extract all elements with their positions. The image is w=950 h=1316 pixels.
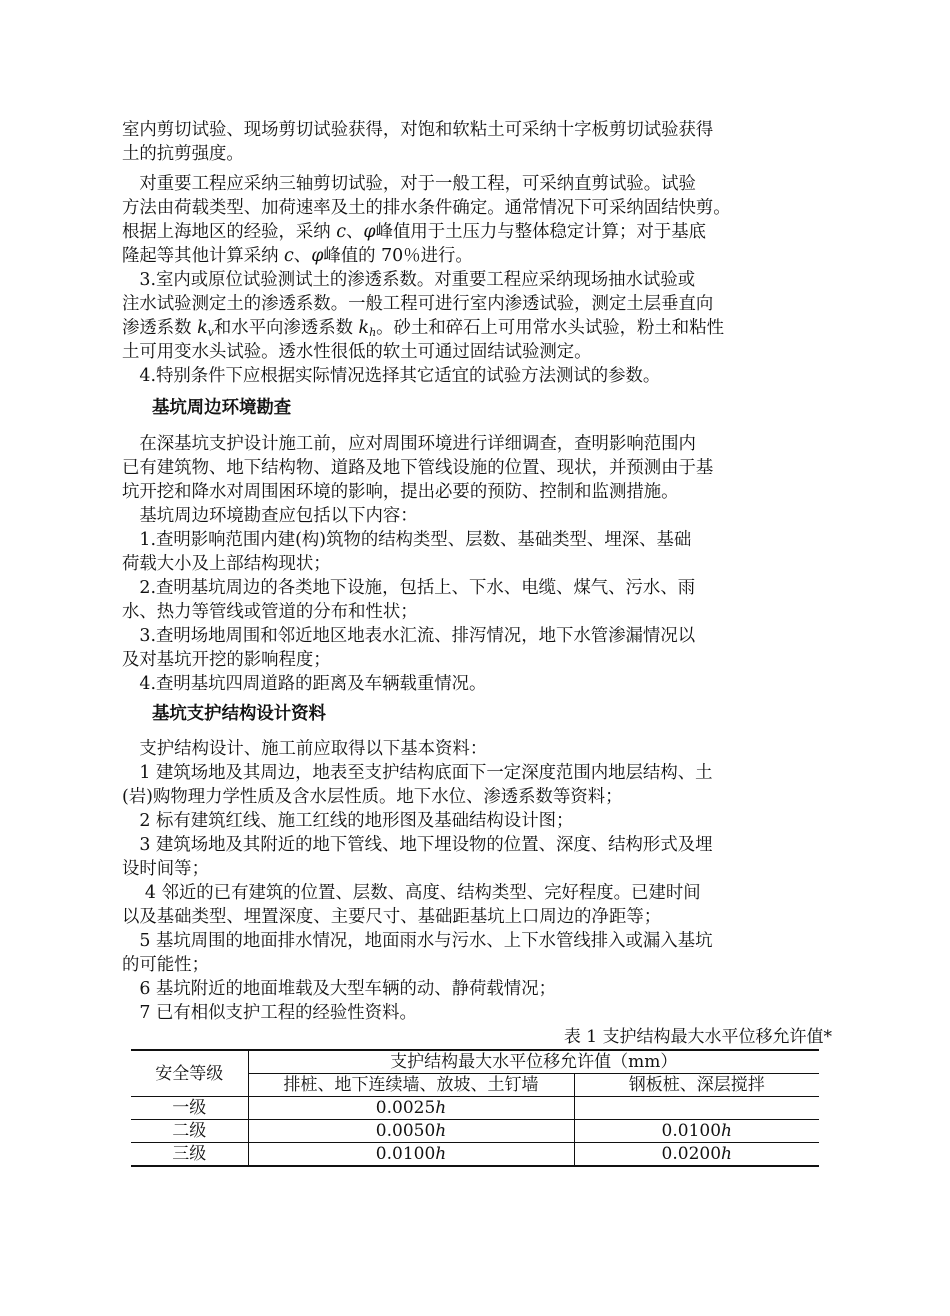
text-segment: 、 bbox=[345, 222, 364, 242]
text-segment: 。砂土和碎石上可用常水头试验，粉土和粘性 bbox=[376, 318, 724, 338]
text-segment: 渗透系数 bbox=[122, 318, 198, 338]
text-line: 在深基坑支护设计施工前，应对周围环境进行详细调查，查明影响范围内 bbox=[122, 434, 696, 454]
grade-cell: 一级 bbox=[131, 1097, 248, 1120]
text-line bbox=[122, 316, 834, 340]
value-variable: h bbox=[721, 1121, 732, 1141]
text-segment: 根据上海地区的经验，采纳 bbox=[122, 222, 337, 242]
column-header-group: 支护结构最大水平位移允许值（mm） bbox=[248, 1050, 819, 1074]
paragraph-permeability bbox=[122, 268, 834, 388]
text-line: 以及基础类型、埋置深度、主要尺寸、基础距基坑上口周边的净距等； bbox=[122, 907, 662, 927]
text-line: 2.查明基坑周边的各类地下设施，包括上、下水、电缆、煤气、污水、雨 bbox=[122, 578, 696, 598]
column-header-grade: 安全等级 bbox=[131, 1050, 248, 1097]
text-line: 已有建筑物、地下结构物、道路及地下管线设施的位置、现状，并预测由于基 bbox=[122, 458, 714, 478]
symbol-phi: φ bbox=[363, 222, 376, 242]
paragraph-shear-test-intro bbox=[122, 118, 834, 166]
symbol-k: k bbox=[197, 318, 208, 338]
text-line: 方法由荷载类型、加荷速率及土的排水条件确定。通常情况下可采纳固结快剪。 bbox=[122, 198, 731, 218]
subscript-v: v bbox=[207, 326, 214, 339]
value-variable: h bbox=[435, 1098, 447, 1118]
paragraph-environment-survey bbox=[122, 432, 834, 696]
text-segment: 峰值用于土压力与整体稳定计算；对于基底 bbox=[375, 222, 706, 242]
text-line: 基坑周边环境勘查应包括以下内容： bbox=[122, 506, 418, 526]
text-line: 土可用变水头试验。透水性很低的软土可通过固结试验测定。 bbox=[122, 342, 592, 362]
text-line: 水、热力等管线或管道的分布和性状； bbox=[122, 602, 418, 622]
value-variable: h bbox=[721, 1144, 732, 1164]
text-line: 的可能性； bbox=[122, 955, 209, 975]
symbol-k: k bbox=[358, 318, 370, 338]
text-line: 及对基坑开挖的影响程度； bbox=[122, 650, 331, 670]
value-number: 0.0100 bbox=[661, 1121, 722, 1141]
table-row bbox=[131, 1120, 819, 1143]
grade-cell: 二级 bbox=[131, 1120, 248, 1143]
text-segment: 、 bbox=[293, 246, 312, 266]
text-line: 荷载大小及上部结构现状； bbox=[122, 554, 331, 574]
text-line: 2 标有建筑红线、施工红线的地形图及基础结构设计图； bbox=[122, 811, 574, 831]
text-line: 坑开挖和降水对周围困环境的影响，提出必要的预防、控制和监测措施。 bbox=[122, 482, 679, 502]
column-header-sheet-pile: 钢板桩、深层搅拌 bbox=[574, 1074, 819, 1097]
table-row bbox=[131, 1097, 819, 1120]
section-heading-design-data: 基坑支护结构设计资料 bbox=[152, 704, 326, 724]
value-number: 0.0025 bbox=[375, 1098, 436, 1118]
text-segment: 隆起等其他计算采纳 bbox=[122, 246, 285, 266]
text-line bbox=[122, 220, 834, 244]
text-line: 注水试验测定土的渗透系数。一般工程可进行室内渗透试验，测定土层垂直向 bbox=[122, 294, 714, 314]
value-number: 0.0200 bbox=[661, 1144, 722, 1164]
value-number: 0.0050 bbox=[375, 1121, 436, 1141]
text-line: 3.室内或原位试验测试土的渗透系数。对重要工程应采纳现场抽水试验或 bbox=[122, 270, 696, 290]
symbol-c: c bbox=[336, 222, 346, 242]
text-line: 1 建筑场地及其周边，地表至支护结构底面下一定深度范围内地层结构、土 bbox=[122, 763, 713, 783]
grade-cell: 三级 bbox=[131, 1143, 248, 1167]
value-cell bbox=[574, 1097, 819, 1120]
displacement-limit-table bbox=[131, 1049, 819, 1167]
table-header-row bbox=[131, 1050, 819, 1074]
paragraph-design-data bbox=[122, 737, 834, 1025]
table-row bbox=[131, 1143, 819, 1167]
text-line: 3.查明场地周围和邻近地区地表水汇流、排泻情况，地下水管渗漏情况以 bbox=[122, 626, 696, 646]
column-header-pile-wall: 排桩、地下连续墙、放坡、土钉墙 bbox=[248, 1074, 574, 1097]
paragraph-triaxial-test bbox=[122, 172, 834, 268]
text-line: 土的抗剪强度。 bbox=[122, 144, 244, 164]
value-variable: h bbox=[435, 1144, 447, 1164]
value-cell bbox=[574, 1143, 819, 1167]
section-heading-environment: 基坑周边环境勘查 bbox=[152, 398, 292, 418]
text-segment: 峰值的 70％进行。 bbox=[323, 246, 473, 266]
symbol-c: c bbox=[284, 246, 294, 266]
text-line: 设时间等； bbox=[122, 859, 209, 879]
text-line: (岩)购物理力学性质及含水层性质。地下水位、渗透系数等资料； bbox=[122, 787, 623, 807]
value-cell bbox=[248, 1097, 574, 1120]
value-cell bbox=[574, 1120, 819, 1143]
text-line: 6 基坑附近的地面堆载及大型车辆的动、静荷载情况； bbox=[122, 979, 556, 999]
text-line: 支护结构设计、施工前应取得以下基本资料： bbox=[122, 739, 488, 759]
text-line bbox=[122, 244, 834, 268]
text-segment: 和水平向渗透系数 bbox=[213, 318, 359, 338]
text-line: 3 建筑场地及其附近的地下管线、地下埋设物的位置、深度、结构形式及埋 bbox=[122, 835, 713, 855]
value-number: 0.0100 bbox=[375, 1144, 436, 1164]
text-line: 4.特别条件下应根据实际情况选择其它适宜的试验方法测试的参数。 bbox=[122, 366, 661, 386]
symbol-phi: φ bbox=[311, 246, 324, 266]
text-line: 室内剪切试验、现场剪切试验获得，对饱和软粘土可采纳十字板剪切试验获得 bbox=[122, 120, 714, 140]
text-line: 对重要工程应采纳三轴剪切试验，对于一般工程，可采纳直剪试验。试验 bbox=[122, 174, 696, 194]
value-cell bbox=[248, 1143, 574, 1167]
text-line: 1.查明影响范围内建(构)筑物的结构类型、层数、基础类型、埋深、基础 bbox=[122, 530, 692, 550]
subscript-h: h bbox=[369, 326, 377, 339]
text-line: 4.查明基坑四周道路的距离及车辆载重情况。 bbox=[122, 674, 487, 694]
text-line: 5 基坑周围的地面排水情况，地面雨水与污水、上下水管线排入或漏入基坑 bbox=[122, 931, 713, 951]
table-caption: 表 1 支护结构最大水平位移允许值* bbox=[563, 1027, 832, 1047]
text-line: 4 邻近的已有建筑的位置、层数、高度、结构类型、完好程度。已建时间 bbox=[122, 883, 701, 903]
text-line: 7 已有相似支护工程的经验性资料。 bbox=[122, 1003, 417, 1023]
value-cell bbox=[248, 1120, 574, 1143]
value-variable: h bbox=[435, 1121, 447, 1141]
